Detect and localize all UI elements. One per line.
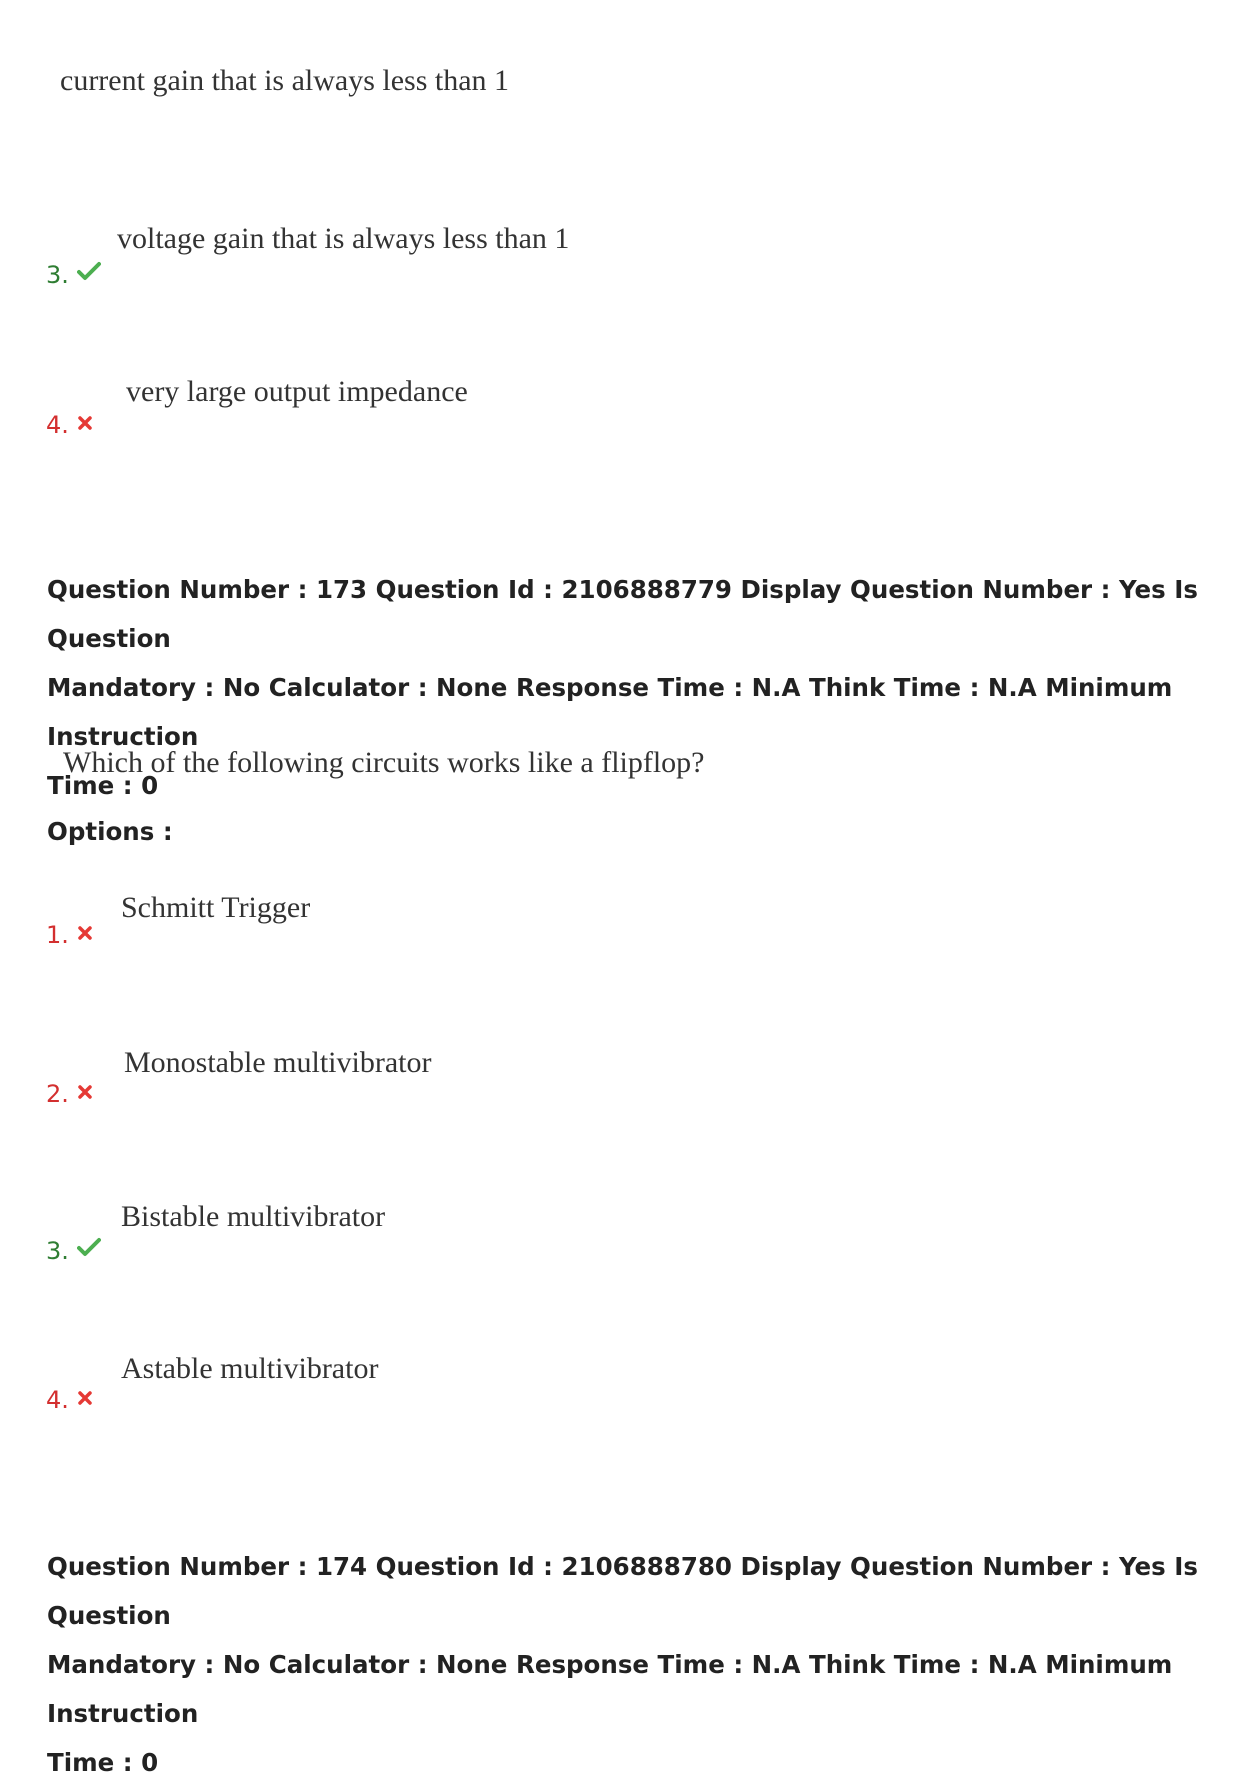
- q173-option-4-number: [46, 1388, 93, 1412]
- meta-line: Time : 0: [47, 1748, 159, 1777]
- q173-option-3-text: Bistable multivibrator: [121, 1200, 386, 1233]
- meta-line: Mandatory : No Calculator : None Response Time : N.A Think Time : N.A Minimum Instruction: [47, 673, 1173, 751]
- question-174-meta: [47, 1542, 1207, 1787]
- option-4-number: [46, 413, 93, 437]
- q173-option-2-text: Monostable multivibrator: [124, 1046, 432, 1079]
- q173-option-4-text: Astable multivibrator: [121, 1352, 379, 1385]
- option-number-label: 3.: [46, 261, 69, 289]
- option-number-label: 3.: [46, 1237, 69, 1265]
- option-number-label: 4.: [46, 411, 69, 439]
- option-number-label: 2.: [46, 1080, 69, 1108]
- cross-icon: [77, 1084, 93, 1100]
- check-icon: [77, 261, 101, 281]
- q173-option-2-number: [46, 1082, 93, 1106]
- q173-option-3-number: [46, 1237, 101, 1263]
- check-icon: [77, 1237, 101, 1257]
- cross-icon: [77, 1390, 93, 1406]
- option-3-number: [46, 261, 101, 287]
- option-number-label: 4.: [46, 1386, 69, 1414]
- meta-line: Time : 0: [47, 771, 159, 800]
- option-2-text: current gain that is always less than 1: [60, 64, 510, 97]
- meta-line: Question Number : 173 Question Id : 2106888779 Display Question Number : Yes Is Question: [47, 575, 1198, 653]
- cross-icon: [77, 925, 93, 941]
- option-3-text: voltage gain that is always less than 1: [117, 222, 570, 255]
- q173-option-1-number: [46, 923, 93, 947]
- q173-option-1-text: Schmitt Trigger: [121, 891, 311, 924]
- option-number-label: 1.: [46, 921, 69, 949]
- cross-icon: [77, 415, 93, 431]
- meta-line: Question Number : 174 Question Id : 2106888780 Display Question Number : Yes Is Question: [47, 1552, 1198, 1630]
- question-173-text: Which of the following circuits works like a flipflop?: [63, 746, 705, 779]
- options-label: Options :: [47, 817, 173, 846]
- meta-line: Mandatory : No Calculator : None Response Time : N.A Think Time : N.A Minimum Instruction: [47, 1650, 1173, 1728]
- option-4-text: very large output impedance: [126, 375, 468, 408]
